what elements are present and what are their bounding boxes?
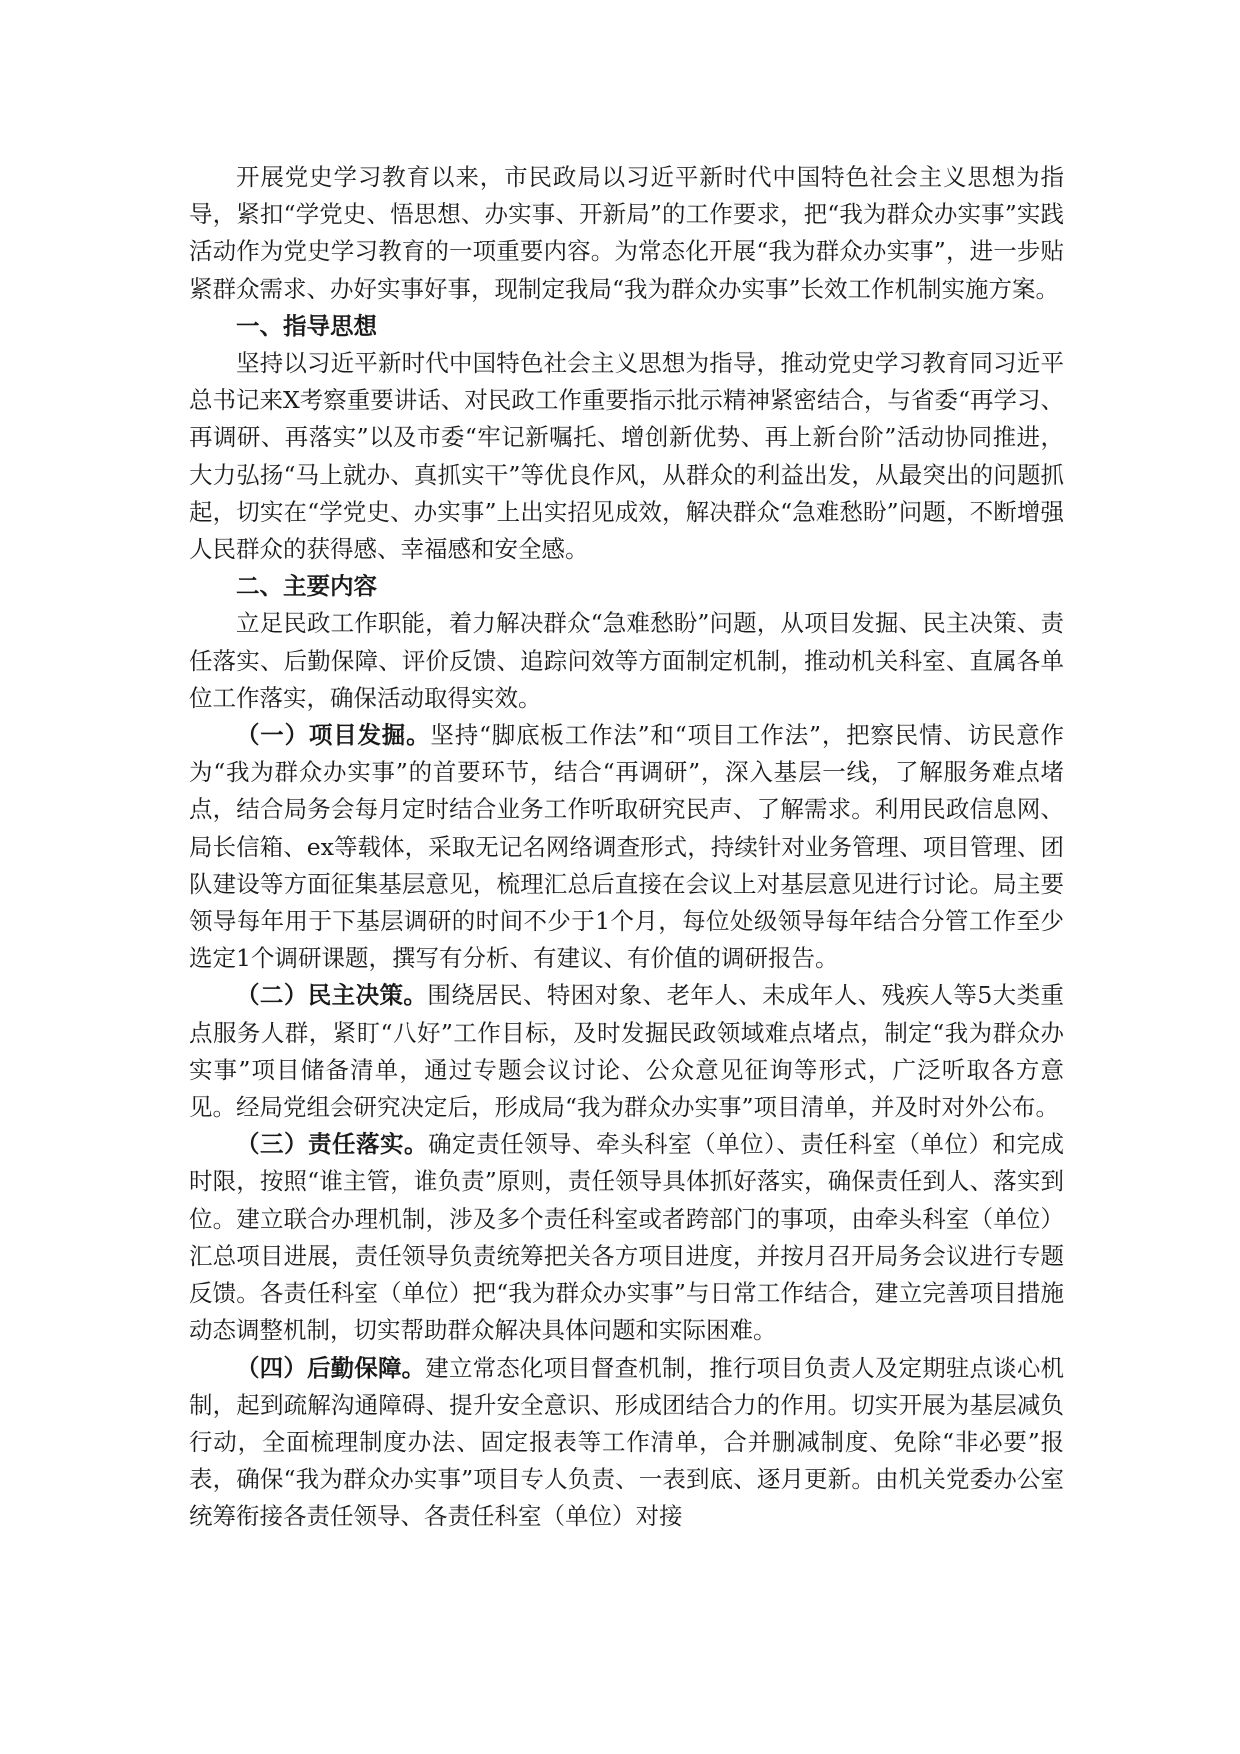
item-title: （一）项目发掘。	[236, 721, 431, 750]
item-text: 建立常态化项目督查机制，推行项目负责人及定期驻点谈心机制，起到疏解沟通障碍、提升安全意识、形成团结合力的作用。切实开展为基层减负行动，全面梳理制度办法、固定报表等工作清单，合并删减制度、免除“非必要”报表，确保“我为群众办实事”项目专人负责、一表到底、逐月更新。由机关党委办公室统筹衔接各责任领导、各责任科室（单位）对接	[189, 1353, 1065, 1531]
item-logistics	[189, 1350, 1064, 1536]
section-body-main-content: 立足民政工作职能，着力解决群众“急难愁盼”问题，从项目发掘、民主决策、责任落实、后勤保障、评价反馈、追踪问效等方面制定机制，推动机关科室、直属各单位工作落实，确保活动取得实效。	[189, 609, 1064, 712]
item-responsibility	[189, 1126, 1064, 1349]
section-body-guiding-ideology: 坚持以习近平新时代中国特色社会主义思想为指导，推动党史学习教育同习近平总书记来X考察重要讲话、对民政工作重要指示批示精神紧密结合，与省委“再学习、再调研、再落实”以及市委“牢记新嘱托、增创新优势、再上新台阶”活动协同推进，大力弘扬“马上就办、真抓实干”等优良作风，从群众的利益出发，从最突出的问题抓起，切实在“学党史、办实事”上出实招见成效，解决群众“急难愁盼”问题，不断增强人民群众的获得感、幸福感和安全感。	[189, 349, 1064, 564]
item-title: （三）责任落实。	[236, 1130, 429, 1159]
item-text: 坚持“脚底板工作法”和“项目工作法”，把察民情、访民意作为“我为群众办实事”的首要环节，结合“再调研”，深入基层一线，了解服务难点堵点，结合局务会每月定时结合业务工作听取研究民声、了解需求。利用民政信息网、局长信箱、ex等载体，采取无记名网络调查形式，持续针对业务管理、项目管理、团队建设等方面征集基层意见，梳理汇总后直接在会议上对基层意见进行讨论。局主要领导每年用于下基层调研的时间不少于1个月，每位处级领导每年结合分管工作至少选定1个调研课题，撰写有分析、有建议、有价值的调研报告。	[189, 721, 1064, 973]
item-title: （二）民主决策。	[236, 981, 428, 1010]
item-text: 围绕居民、特困对象、老年人、未成年人、残疾人等5大类重点服务人群，紧盯“八好”工作目标，及时发掘民政领域难点堵点，制定“我为群众办实事”项目储备清单，通过专题会议讨论、公众意见征询等形式，广泛听取各方意见。经局党组会研究决定后，形成局“我为群众办实事”项目清单，并及时对外公布。	[189, 981, 1065, 1122]
section-heading-guiding-ideology: 一、指导思想	[236, 311, 377, 340]
section-heading-main-content: 二、主要内容	[236, 572, 377, 601]
item-title: （四）后勤保障。	[236, 1353, 426, 1382]
item-project-discovery	[189, 717, 1064, 977]
intro-paragraph: 开展党史学习教育以来，市民政局以习近平新时代中国特色社会主义思想为指导，紧扣“学党史、悟思想、办实事、开新局”的工作要求，把“我为群众办实事”实践活动作为党史学习教育的一项重要内容。为常态化开展“我为群众办实事”，进一步贴紧群众需求、办好实事好事，现制定我局“我为群众办实事”长效工作机制实施方案。	[189, 163, 1064, 303]
item-democratic-decision	[189, 977, 1064, 1126]
document-page	[189, 159, 1064, 1536]
item-text: 确定责任领导、牵头科室（单位）、责任科室（单位）和完成时限，按照“谁主管，谁负责”原则，责任领导具体抓好落实，确保责任到人、落实到位。建立联合办理机制，涉及多个责任科室或者跨部门的事项，由牵头科室（单位）汇总项目进展，责任领导负责统筹把关各方项目进度，并按月召开局务会议进行专题反馈。各责任科室（单位）把“我为群众办实事”与日常工作结合，建立完善项目措施动态调整机制，切实帮助群众解决具体问题和实际困难。	[189, 1130, 1065, 1345]
